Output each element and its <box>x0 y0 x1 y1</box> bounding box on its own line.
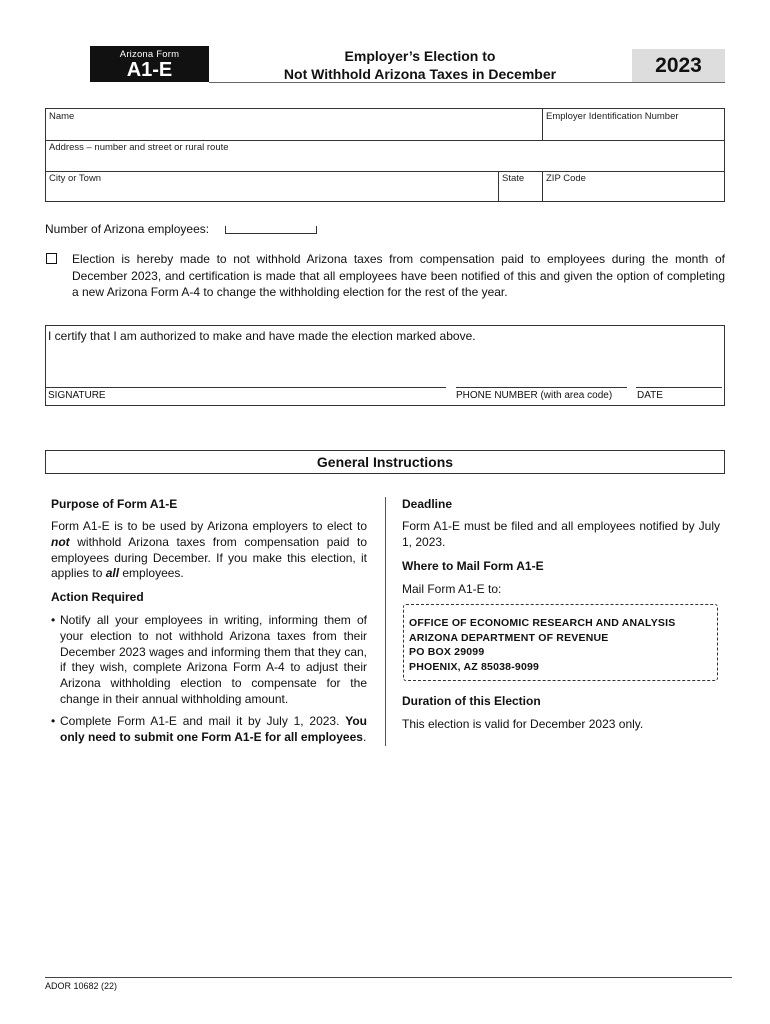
bullet-marker: • <box>51 613 56 627</box>
action-heading: Action Required <box>51 590 144 604</box>
grid-row-divider <box>46 171 724 172</box>
address-field[interactable]: Address – number and street or rural route <box>49 142 229 153</box>
general-instructions-title: General Instructions <box>45 450 725 474</box>
bullet-2-emphasis: You only need to submit one Form A1-E for all employees <box>60 714 367 744</box>
deadline-text: Form A1-E must be filed and all employees notified by July 1, 2023. <box>402 519 720 549</box>
column-divider <box>385 497 386 746</box>
form-title <box>210 47 630 83</box>
zip-field[interactable]: ZIP Code <box>546 173 586 184</box>
employer-info-grid <box>45 108 725 202</box>
address-line: PHOENIX, AZ 85038-9099 <box>409 660 540 673</box>
address-line: ARIZONA DEPARTMENT OF REVENUE <box>409 631 609 644</box>
grid-col-divider <box>542 109 543 140</box>
address-line: OFFICE OF ECONOMIC RESEARCH AND ANALYSIS <box>409 617 676 629</box>
purpose-text-part: withhold Arizona taxes from compensation paid to employees during December. If you make this election, it applies to <box>51 534 367 581</box>
date-line[interactable] <box>636 387 722 388</box>
bullet-2-end: . <box>362 729 367 744</box>
deadline-heading: Deadline <box>402 497 453 511</box>
election-checkbox[interactable] <box>46 253 57 264</box>
mailing-address <box>409 616 675 674</box>
form-title-line1: Employer’s Election to <box>344 48 496 64</box>
form-code: A1-E <box>126 59 173 81</box>
state-field[interactable]: State <box>502 173 525 184</box>
duration-text: This election is valid for December 2023 only. <box>402 717 644 731</box>
form-badge-state: Arizona Form <box>119 49 180 60</box>
bullet-2-text: Complete Form A1-E and mail it by July 1, 2023. <box>60 714 346 728</box>
certification-text: I certify that I am authorized to make and have made the election marked above. <box>48 329 476 343</box>
address-line: PO BOX 29099 <box>409 646 485 658</box>
footer-divider <box>45 977 732 978</box>
purpose-text-part: Form A1-E is to be used by Arizona employers to elect to <box>51 519 367 533</box>
purpose-heading: Purpose of Form A1-E <box>51 497 178 511</box>
form-badge <box>90 46 209 82</box>
phone-line[interactable] <box>456 387 627 388</box>
bullet-marker: • <box>51 714 56 728</box>
signature-label: SIGNATURE <box>48 390 106 401</box>
purpose-emphasis-all: all <box>105 566 120 581</box>
election-statement: Election is hereby made to not withhold Arizona taxes from compensation paid to employees during the month of December 2023, and certification is made that all employees have been notified of this and given the option of completing a new Arizona Form A-4 to change the withholding election for the rest of the year. <box>72 252 725 299</box>
duration-heading: Duration of this Election <box>402 694 541 708</box>
action-bullet-1: Notify all your employees in writing, informing them of your election to not withhold Arizona taxes from their December 2023 wages and informing them that they can, if they wish, complete Arizona Form A-4 to adjust their Arizona withholding election to compensate for the change in their annual withholding amount. <box>60 613 367 706</box>
signature-line[interactable] <box>46 387 446 388</box>
grid-row-divider <box>46 140 724 141</box>
form-number-footer: ADOR 10682 (22) <box>45 981 118 991</box>
phone-label: PHONE NUMBER (with area code) <box>456 390 613 401</box>
form-title-line2: Not Withhold Arizona Taxes in December <box>283 66 557 82</box>
purpose-text <box>51 519 367 582</box>
date-label: DATE <box>637 390 663 401</box>
purpose-emphasis-not: not <box>51 534 70 549</box>
header-divider <box>209 82 725 83</box>
mail-heading: Where to Mail Form A1-E <box>402 559 544 573</box>
action-bullet-2 <box>60 714 367 746</box>
employees-label: Number of Arizona employees: <box>45 222 210 236</box>
grid-col-divider <box>542 171 543 202</box>
ein-field[interactable]: Employer Identification Number <box>546 111 679 122</box>
city-field[interactable]: City or Town <box>49 173 102 184</box>
mail-intro: Mail Form A1-E to: <box>402 582 502 596</box>
grid-col-divider <box>498 171 499 202</box>
purpose-text-part: employees. <box>119 566 184 581</box>
employees-count-input[interactable] <box>225 226 317 234</box>
name-field[interactable]: Name <box>49 111 75 122</box>
tax-year: 2023 <box>632 49 725 82</box>
